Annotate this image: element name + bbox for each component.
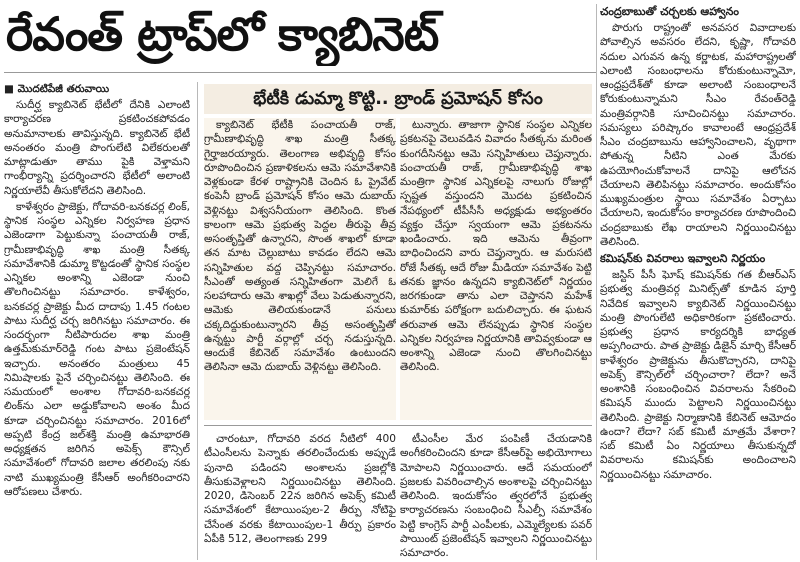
column-4 — [600, 4, 796, 560]
paragraph: టీఎంసీల మేర పంపిణీ చేయడానికి అంగీకరించిందని కూడా కేసీఆర్‌పై అభియోగాలు మోపాలని నిర్ణయించారు. ఆదే సమయంలో ప్రజలకు వివరించాల్సిన అంశాలపై చర్చించినట్టు తెలిసింది. ఇందుకోసం త్వరలోనే ప్రభుత్వ కార్యాచరణను సంబంధించి సీఎల్పీ సమావేశం పెట్టి కాంగ్రెస్ పార్టీ ఎంపీలకు, ఎమ్మెల్యేలకు పవర్ పాయింట్ ప్రజెంటేషన్ ఇవ్వాలని నిర్ణయించినట్టు సమాచారం. — [400, 433, 592, 559]
subheadline: భేటీకి డుమ్మా కొట్టి.. బ్రాండ్ ప్రమోషన్ కోసం — [204, 84, 592, 114]
box-bottom-rule — [204, 425, 592, 426]
column-3-lower — [400, 432, 592, 560]
byline: ■ మొదటిపేజీ తరువాయి — [4, 83, 110, 95]
box-column-2 — [400, 118, 592, 420]
paragraph: జస్టిస్ పీసీ ఘోష్ కమిషన్‌కు గత బీఆర్ఎస్ ప్రభుత్వ మంత్రివర్గ మినిట్స్‌తో కూడిన పూర్తి నివేదిక ఇవ్వాలని క్యాబినెట్ నిర్ణయించినట్టు మంత్రి పొంగులేటి అధికారికంగా ప్రకటించారు. ప్రభుత్వ ప్రధాన కార్యదర్శికి బాధ్యత అప్పగించారు. పాత ప్రాజెక్టు డిజైన్ మార్చి కేసీఆర్ కాళేశ్వరం ప్రాజెక్టును తీసుకొచ్చారని, దానిపై అపెక్స్ కౌన్సిల్‌లో చర్చించారా? లేదా? అనే అంశానికి సంబంధించిన వివరాలను సేకరించి కమిషన్ ముందు పెట్టాలని నిర్ణయించినట్టు తెలిసింది. ప్రాజెక్టు నిర్మాణానికి కేబినెట్ ఆమోదం ఉందా? లేదా? సబ్ కమిటీ మాత్రమే వేశారా? సబ్ కమిటీ ఏం నిర్ణయాలు తీసుకున్నదో వివరాలను కమిషన్‌కు అందించాలని నిర్ణయించినట్టు సమాచారం. — [600, 269, 796, 481]
box-column-1 — [204, 118, 396, 420]
section-heading: కమిషన్‌కు వివరాలు ఇవ్వాలని నిర్ణయం — [600, 252, 766, 265]
headline-rule — [4, 72, 596, 73]
column-divider — [197, 82, 198, 560]
paragraph: సుదీర్ఘ క్యాబినెట్ భేటీలో దేనికి ఎలాంటి కార్యాచరణ ప్రకటించకపోవడం అనుమానాలకు తావిస్తున్నది. క్యాబినెట్ భేటీ అనంతరం మంత్రి పొంగులేటి విలేకరులతో మాట్లాడుతూ తాము పైకి వెళ్తామని గాంభీర్యాన్ని ప్రదర్శించారని భేటీలో అలాంటి నిర్ణయాలేవీ తీసుకోలేదని తెలిసింది. — [4, 99, 190, 197]
headline: రేవంత్ ట్రాప్‌లో క్యాబినెట్ — [6, 7, 439, 61]
paragraph: కాళేశ్వరం ప్రాజెక్టు, గోదావరి-బనకచర్ల లింక్, స్థానిక సంస్థల ఎన్నికల నిర్వహణ ప్రధాన ఎజెండాగా పెట్టుకున్నా పంచాయతీ రాజ్, గ్రామీణాభివృద్ధి శాఖ మంత్రి సీతక్క సమావేశానికి డుమ్మా కొట్టడంతో స్థానిక సంస్థల ఎన్నికల అంశాన్ని ఎజెండా నుంచి తొలగించినట్టు సమాచారం. కాళేశ్వరం, బనకచర్ల ప్రాజెక్టు మీద దాదాపు 1.45 గంటల పాటు సుదీర్ఘ చర్చ జరిగినట్టు సమాచారం. ఈ సందర్భంగా నీటిపారుదల శాఖ మంత్రి ఉత్తమ్‌కుమార్‌రెడ్డి గంట పాటు ప్రజెంటేషన్ ఇచ్చారు. అనంతరం మంత్రులు 45 నిమిషాలకు పైనే చర్చించినట్టు తెలిసింది. ఈ సమయంలో అంశాల గోదావరి-బనకచర్ల లింక్‌ను ఎలా అడ్డుకోవాలని అంశం మీద కూడా చర్చించినట్టు సమాచారం. 2016లో అప్పటి కేంద్ర జల్‌శక్తి మంత్రి ఉమాభారతి అధ్యక్షతన జరిగిన అపెక్స్ కౌన్సిల్ సమావేశంలో గోదావరి జలాల తరలింపు నకు నాటి ముఖ్యమంత్రి కేసీఆర్ అంగీకరించారని ఆరోపణలు చేశారు. — [4, 200, 190, 498]
column-divider — [596, 4, 597, 560]
paragraph: క్యాబినెట్ భేటీకి పంచాయతీ రాజ్, గ్రామీణాభివృద్ధి శాఖ మంత్రి సీతక్క గైర్హాజరయ్యారు. తెలంగాణ అభివృద్ధి కోసం రూపొందించిన ప్రణాళికలను ఆమె సమావేశానికి వెళ్లకుండా కేరళ రాష్ట్రానికి చెందిన ఓ ప్రైవేట్ కంపెనీ బ్రాండ్ ప్రమోషన్ కోసం ఆమె దుబాయ్ వెళ్లినట్టు విశ్వసనీయంగా తెలిసింది. కొంత కాలంగా ఆమె ప్రభుత్వ పెద్దల తీరుపై తీవ్ర అసంతృప్తితో ఉన్నారని, సొంత శాఖలో కూడా తన మాట చెల్లుబాటు కావడం లేదని ఆమె సన్నిహితుల వద్ద చెప్పినట్టు సమాచారం. సీఎంతో అత్యంత సన్నిహితంగా మెలిగే ఓ సలహాదారు ఆమె శాఖల్లో వేలు పెడుతున్నారని, ఆమెకు తెలియకుండానే పనులు చక్కదిద్దుకుంటున్నారని తీవ్ర అసంతృప్తితో ఉన్నట్టు పార్టీ వర్గాల్లో చర్చ నడుస్తున్నది. ఆందుకే కేబినెట్ సమావేశం ఉంటుందని తెలిసినా ఆమె దుబాయ్ వెళ్లినట్టు తెలిసింది. — [204, 119, 396, 374]
paragraph: పొరుగు రాష్ట్రంతో అనవసర వివాదాలకు పోవాల్సిన అవసరం లేదని, కృష్ణా, గోదావరి నదుల ఎగువన ఉన్న కర్ణాటక, మహారాష్ట్రలతో ఎలాంటి సంబంధాలను కోరుకుంటున్నామో, ఆంధ్రప్రదేశ్‌తో కూడా అలాంటి సంబంధాలనే కోరుకుంటున్నామని సీఎం రేవంత్‌రెడ్డి మంత్రివర్గానికి సూచించినట్టు సమాచారం. సమస్యలు పరిష్కారం కావాలంటే ఆంధ్రప్రదేశ్ సీఎం చంద్రబాబును ఆహ్వానించాలని, వృథాగా పోతున్న నీటిని ఎంత మేరకు ఉపయోగించుకోవాలనే దానిపై ఆలోచన చేయాలని తెలిపినట్టు సమాచారం. అందుకోసం ముఖ్యమంత్రుల స్థాయి సమావేశం ఏర్పాటు చేయాలని, ఇందుకోసం కార్యాచరణ రూపొందించి చంద్రబాబుకు లేఖ రాయాలని నిర్ణయించినట్టు తెలిసింది. — [600, 22, 796, 248]
section-heading: చంద్రబాబుతో చర్చలకు ఆహ్వానం — [600, 5, 739, 18]
column-1 — [4, 82, 190, 560]
column-2-lower — [204, 432, 396, 560]
paragraph: చారంటూ, గోదావరి వరద నీటిలో 400 టీఎంసీలను పెన్నాకు తరలించేందుకు అప్పుడే పునాది పడిందని అంశాలను ప్రజల్లోకి తీసుకువెళ్లాలని నిర్ణయించినట్టు తెలిసింది. 2020, డిసెంబర్ 22న జరిగిన అపెక్స్ కమిటీ సమావేశంలో కేటాయింపుల-2 తీర్పు నోటిఫై చేసేంత వరకు కేటాయింపుల-1 తీర్పు ప్రకారం ఏపీకి 512, తెలంగాణకు 299 — [204, 433, 396, 545]
paragraph: టున్నారు. తాజాగా స్థానిక సంస్థల ఎన్నికల ప్రకటనపై వెలువడిన వివాదం సీతక్కను మరింత కుంగదీసినట్టు ఆమె సన్నిహితులు చెప్తున్నారు. పంచాయతీ రాజ్, గ్రామీణాభివృద్ధి శాఖ మంత్రిగా స్థానిక ఎన్నికలపై నాలుగు రోజుల్లో స్పష్టత వస్తుందని మొదట ప్రకటించిన నేపథ్యంలో టీపీసీసీ అధ్యక్షుడు అభ్యంతరం వ్యక్తం చేస్తూ స్వయంగా ఆమె ప్రకటనను ఖండించారు. ఇది ఆమెను తీవ్రంగా బాధించిందని వారు చెప్తున్నారు. ఆ మరుసటి రోజే సీతక్క ఆదే రోజు మీడియా సమావేశం పెట్టి తనకు జ్ఞానం ఉన్నదని క్యాబినెట్‌లో నిర్ణయం జరగకుండా తాను ఎలా చెప్తానని మహేశ్ కుమార్‌కు పరోక్షంగా బదులిచ్చారు. ఈ ఘటన తరువాత ఆమె లేనప్పుడు స్థానిక సంస్థల ఎన్నికల నిర్వహణ నిర్ణయానికి తావివ్వకుండా ఆ అంశాన్ని ఎజెండా నుంచి తొలగించినట్టు తెలిసింది. — [400, 119, 592, 374]
